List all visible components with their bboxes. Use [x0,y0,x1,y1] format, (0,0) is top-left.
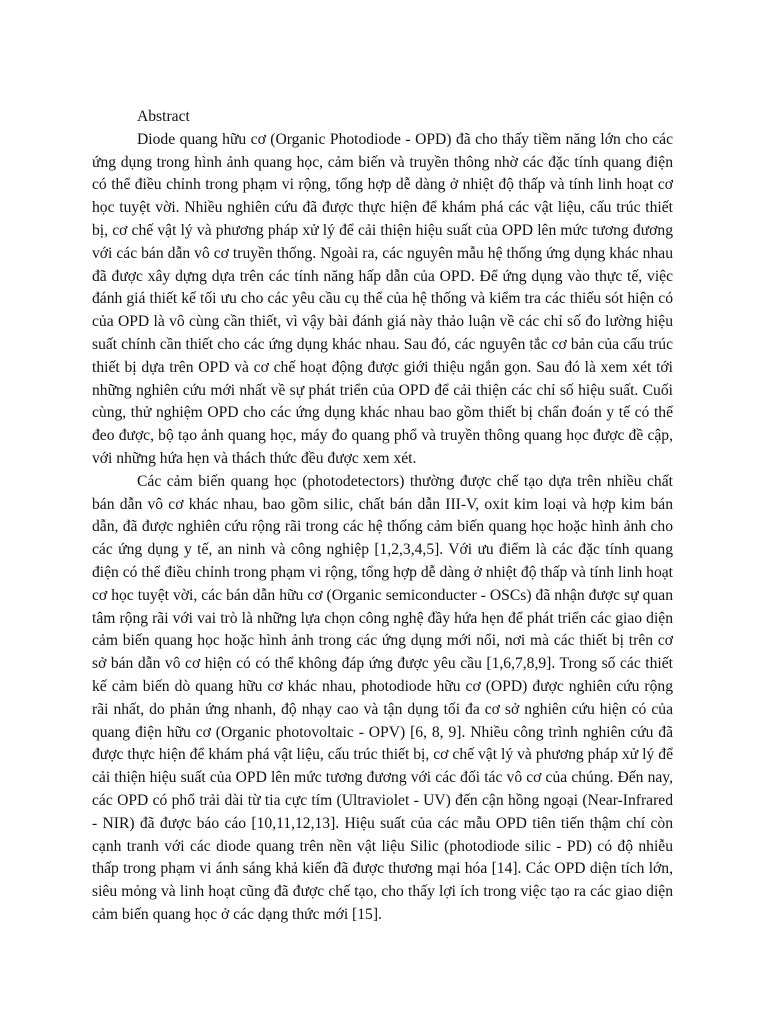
document-body [92,106,673,927]
abstract-paragraph: Diode quang hữu cơ (Organic Photodiode - OPD) đã cho thấy tiềm năng lớn cho các ứng dụng trong hình ảnh quang học, cảm biến và truyền thông nhờ các đặc tính quang điện có thể điều chỉnh trong phạm vi rộng, tổng hợp dễ dàng ở nhiệt độ thấp và tính linh hoạt cơ học tuyệt vời. Nhiều nghiên cứu đã được thực hiện để khám phá các vật liệu, cấu trúc thiết bị, cơ chế vật lý và phương pháp xử lý để cải thiện hiệu suất của OPD lên mức tương đương với các bán dẫn vô cơ truyền thống. Ngoài ra, các nguyên mẫu hệ thống ứng dụng khác nhau đã được xây dựng dựa trên các tính năng hấp dẫn của OPD. Để ứng dụng vào thực tế, việc đánh giá thiết kế tối ưu cho các yêu cầu cụ thể của hệ thống và kiểm tra các thiếu sót hiện có của OPD là vô cùng cần thiết, vì vậy bài đánh giá này thảo luận về các chỉ số đo lường hiệu suất chính cần thiết cho các ứng dụng khác nhau. Sau đó, các nguyên tắc cơ bản của cấu trúc thiết bị dựa trên OPD và cơ chế hoạt động được giới thiệu ngắn gọn. Sau đó là xem xét tới những nghiên cứu mới nhất về sự phát triển của OPD để cải thiện các chỉ số hiệu suất. Cuối cùng, thử nghiệm OPD cho các ứng dụng khác nhau bao gồm thiết bị chẩn đoán y tế có thể đeo được, bộ tạo ảnh quang học, máy đo quang phổ và truyền thông quang học được đề cập, với những hứa hẹn và thách thức đều được xem xét. [92,130,673,467]
introduction-paragraph: Các cảm biến quang học (photodetectors) thường được chế tạo dựa trên nhiều chất bán dẫn vô cơ khác nhau, bao gồm silic, chất bán dẫn III-V, oxit kim loại và hợp kim bán dẫn, đã được nghiên cứu rộng rãi trong các hệ thống cảm biến quang học hoặc hình ảnh cho các ứng dụng y tế, an ninh và công nghiệp [1,2,3,4,5]. Với ưu điểm là các đặc tính quang điện có thể điều chỉnh trong phạm vi rộng, tổng hợp dễ dàng ở nhiệt độ thấp và tính linh hoạt cơ học tuyệt vời, các bán dẫn hữu cơ (Organic semiconducter - OSCs) đã nhận được sự quan tâm rộng rãi với vai trò là những lựa chọn công nghệ đầy hứa hẹn để phát triển các giao diện cảm biến quang học hoặc hình ảnh trong các ứng dụng mới nổi, nơi mà các thiết bị trên cơ sở bán dẫn vô cơ hiện có có thể không đáp ứng được yêu cầu [1,6,7,8,9]. Trong số các thiết kế cảm biến dò quang hữu cơ khác nhau, photodiode hữu cơ (OPD) được nghiên cứu rộng rãi nhất, do phản ứng nhanh, độ nhạy cao và tận dụng tối đa cơ sở nghiên cứu hiện có của quang điện hữu cơ (Organic photovoltaic - OPV) [6, 8, 9]. Nhiều công trình nghiên cứu đã được thực hiện để khám phá vật liệu, cấu trúc thiết bị, cơ chế vật lý và phương pháp xử lý để cải thiện hiệu suất của OPD lên mức tương đương với các đối tác vô cơ của chúng. Đến nay, các OPD có phổ trải dài từ tia cực tím (Ultraviolet - UV) đến cận hồng ngoại (Near-Infrared - NIR) đã được báo cáo [10,11,12,13]. Hiệu suất của các mẫu OPD tiên tiến thậm chí còn cạnh tranh với các diode quang trên nền vật liệu Silic (photodiode silic - PD) có độ nhiễu thấp trong phạm vi ánh sáng khả kiến đã được thương mại hóa [14]. Các OPD diện tích lớn, siêu mỏng và linh hoạt cũng đã được chế tạo, cho thấy lợi ích trong việc tạo ra các giao diện cảm biến quang học ở các dạng thức mới [15]. [92,472,673,923]
abstract-heading: Abstract [137,108,190,125]
